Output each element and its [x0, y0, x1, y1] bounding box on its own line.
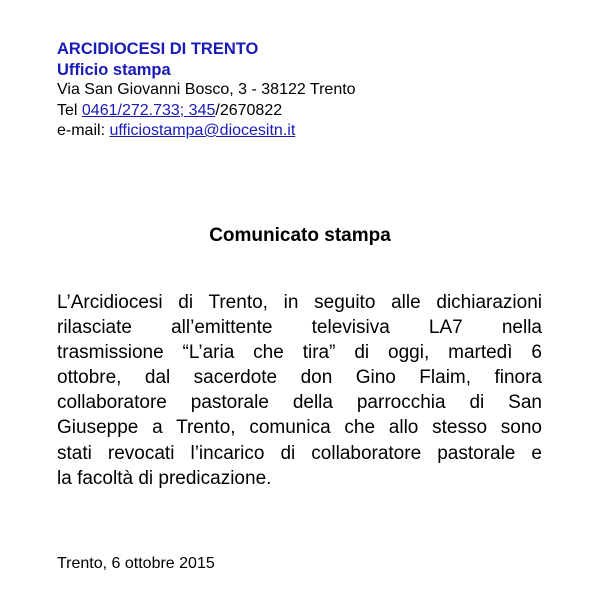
body-line: Giuseppe a Trento, comunica che allo stesso sono [57, 417, 542, 439]
body-line: ottobre, dal sacerdote don Gino Flaim, finora [57, 367, 542, 389]
page-title: Comunicato stampa [209, 225, 391, 246]
phone-link[interactable]: 0461/272.733; 345 [81, 101, 216, 119]
phone-line [57, 101, 356, 122]
body-line: trasmissione “L’aria che tira” di oggi, martedì 6 [57, 342, 542, 364]
email-label: e-mail: [57, 122, 110, 139]
body-paragraph [57, 290, 542, 491]
body-line: stati revocati l’incarico di collaboratore pastorale e [57, 442, 542, 464]
address: Via San Giovanni Bosco, 3 - 38122 Trento [57, 81, 356, 98]
email-line [57, 121, 356, 142]
body-line: rilasciate all’emittente televisiva LA7 nella [57, 317, 542, 339]
phone-rest: /2670822 [215, 101, 283, 119]
org-name: ARCIDIOCESI DI TRENTO [57, 40, 259, 58]
body-line: la facoltà di predicazione. [57, 467, 272, 489]
letterhead [57, 39, 356, 142]
email-link[interactable]: ufficiostampa@diocesitn.it [109, 122, 296, 139]
body-line: L’Arcidiocesi di Trento, in seguito alle dichiarazioni [57, 292, 542, 313]
phone-label: Tel [57, 101, 82, 119]
body-line: collaboratore pastorale della parrocchia di San [57, 392, 542, 414]
date-line: Trento, 6 ottobre 2015 [57, 555, 215, 572]
office-name: Ufficio stampa [57, 60, 171, 79]
